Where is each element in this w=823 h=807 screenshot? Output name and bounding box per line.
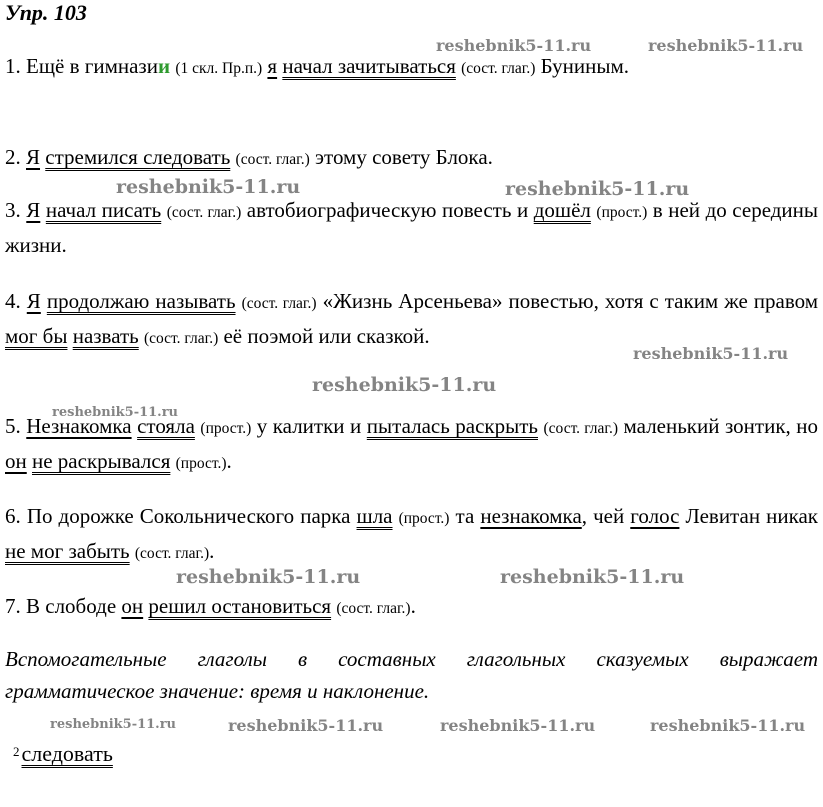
s7-text: 7. В слободе xyxy=(5,594,122,618)
sentence-6 xyxy=(5,500,818,570)
watermark: reshebnik5-11.ru xyxy=(633,344,789,363)
s5-end: . xyxy=(226,449,232,473)
s4-predicate-2b: назвать xyxy=(72,324,139,348)
s2-predicate: стремился следовать xyxy=(45,145,231,169)
watermark: reshebnik5-11.ru xyxy=(436,36,592,55)
footnote-word: следовать xyxy=(21,741,113,766)
s5-mid: у калитки и xyxy=(251,414,367,438)
s3-pred2-note: (прост.) xyxy=(596,204,648,221)
footnote-mark: 2 xyxy=(13,744,20,759)
s6-predicate-2: не мог забыть xyxy=(5,539,130,563)
s3-number: 3. xyxy=(5,198,27,222)
s1-ending: и xyxy=(157,54,171,78)
watermark: reshebnik5-11.ru xyxy=(116,176,301,198)
exercise-title: Упр. 103 xyxy=(5,0,87,25)
s3-pred-note: (сост. глаг.) xyxy=(166,204,242,221)
sentence-2 xyxy=(5,141,818,176)
footnote xyxy=(13,738,113,770)
sentence-7 xyxy=(5,590,818,625)
sentence-3 xyxy=(5,194,818,261)
s5-subject-2: он xyxy=(5,449,27,473)
s1-predicate: начал зачитываться xyxy=(282,54,456,78)
s5-predicate-3: не раскрывался xyxy=(32,449,171,473)
s2-pred-note: (сост. глаг.) xyxy=(235,151,310,168)
s5-pred3-note: (прост.) xyxy=(175,455,227,472)
s5-predicate: стояла xyxy=(137,414,195,438)
s3-tail: в ней до середины жизни. xyxy=(5,198,819,257)
s4-tail: её поэмой или сказкой. xyxy=(218,324,430,348)
watermark: reshebnik5-11.ru xyxy=(650,716,806,735)
watermark: reshebnik5-11.ru xyxy=(500,566,685,588)
s1-tail: Буниным. xyxy=(535,54,630,78)
s4-predicate-2a: мог бы xyxy=(5,324,68,348)
watermark: reshebnik5-11.ru xyxy=(52,405,179,420)
s4-predicate: продолжаю называть xyxy=(46,289,236,313)
s3-subject: Я xyxy=(26,198,41,222)
s7-end: . xyxy=(410,594,416,618)
s3-predicate: начал писать xyxy=(45,198,162,222)
s4-mid: «Жизнь Арсеньева» повестью, хотя с таким же правом xyxy=(316,289,819,313)
s6-subject: незнакомка xyxy=(480,504,582,528)
s4-pred-note: (сост. глаг.) xyxy=(241,295,317,312)
watermark: reshebnik5-11.ru xyxy=(505,178,690,200)
s7-pred-note: (сост. глаг.) xyxy=(336,600,411,617)
watermark: reshebnik5-11.ru xyxy=(228,716,384,735)
watermark: reshebnik5-11.ru xyxy=(312,374,497,396)
s6-mid2: , чей xyxy=(581,504,631,528)
s7-predicate: решил остановиться xyxy=(148,594,332,618)
s5-pred-note: (прост.) xyxy=(200,420,252,437)
s3-predicate-2: дошёл xyxy=(533,198,591,222)
s1-text: 1. Ещё в гимнази xyxy=(5,54,158,78)
watermark: reshebnik5-11.ru xyxy=(50,717,177,732)
s5-subject: Незнакомка xyxy=(26,414,132,438)
s5-pred2-note: (сост. глаг.) xyxy=(543,420,619,437)
s1-pred-note: (сост. глаг.) xyxy=(461,60,536,77)
s6-text: 6. По дорожке Сокольнического парка xyxy=(5,504,357,528)
sentence-5 xyxy=(5,410,818,480)
s2-tail: этому совету Блока. xyxy=(309,145,493,169)
s6-end: . xyxy=(209,539,215,563)
watermark: reshebnik5-11.ru xyxy=(648,36,804,55)
s6-mid: та xyxy=(449,504,481,528)
s4-pred2-note: (сост. глаг.) xyxy=(143,330,219,347)
watermark: reshebnik5-11.ru xyxy=(440,716,596,735)
s3-mid: автобиографическую повесть и xyxy=(241,198,534,222)
grammar-note: Вспомогательные глаголы в составных глагольных сказуемых выражает грамматическое значение: время и наклонение. xyxy=(5,647,818,703)
s2-number: 2. xyxy=(5,145,26,169)
watermark: reshebnik5-11.ru xyxy=(176,566,361,588)
sentence-1 xyxy=(5,50,818,85)
s6-predicate: шла xyxy=(356,504,393,528)
s6-pred2-note: (сост. глаг.) xyxy=(134,545,210,562)
s6-mid3: Левитан никак xyxy=(679,504,819,528)
s6-pred-note: (прост.) xyxy=(398,510,450,527)
s2-subject: Я xyxy=(26,145,41,169)
s6-subject-2: голос xyxy=(630,504,680,528)
s5-predicate-2: пыталась раскрыть xyxy=(366,414,538,438)
s5-number: 5. xyxy=(5,414,27,438)
s4-number: 4. xyxy=(5,289,27,313)
s5-mid2: маленький зонтик, но xyxy=(618,414,819,438)
s4-subject: Я xyxy=(26,289,41,313)
s1-subject: я xyxy=(267,54,278,78)
s7-subject: он xyxy=(121,594,144,618)
s1-case-note: (1 скл. Пр.п.) xyxy=(175,60,263,77)
